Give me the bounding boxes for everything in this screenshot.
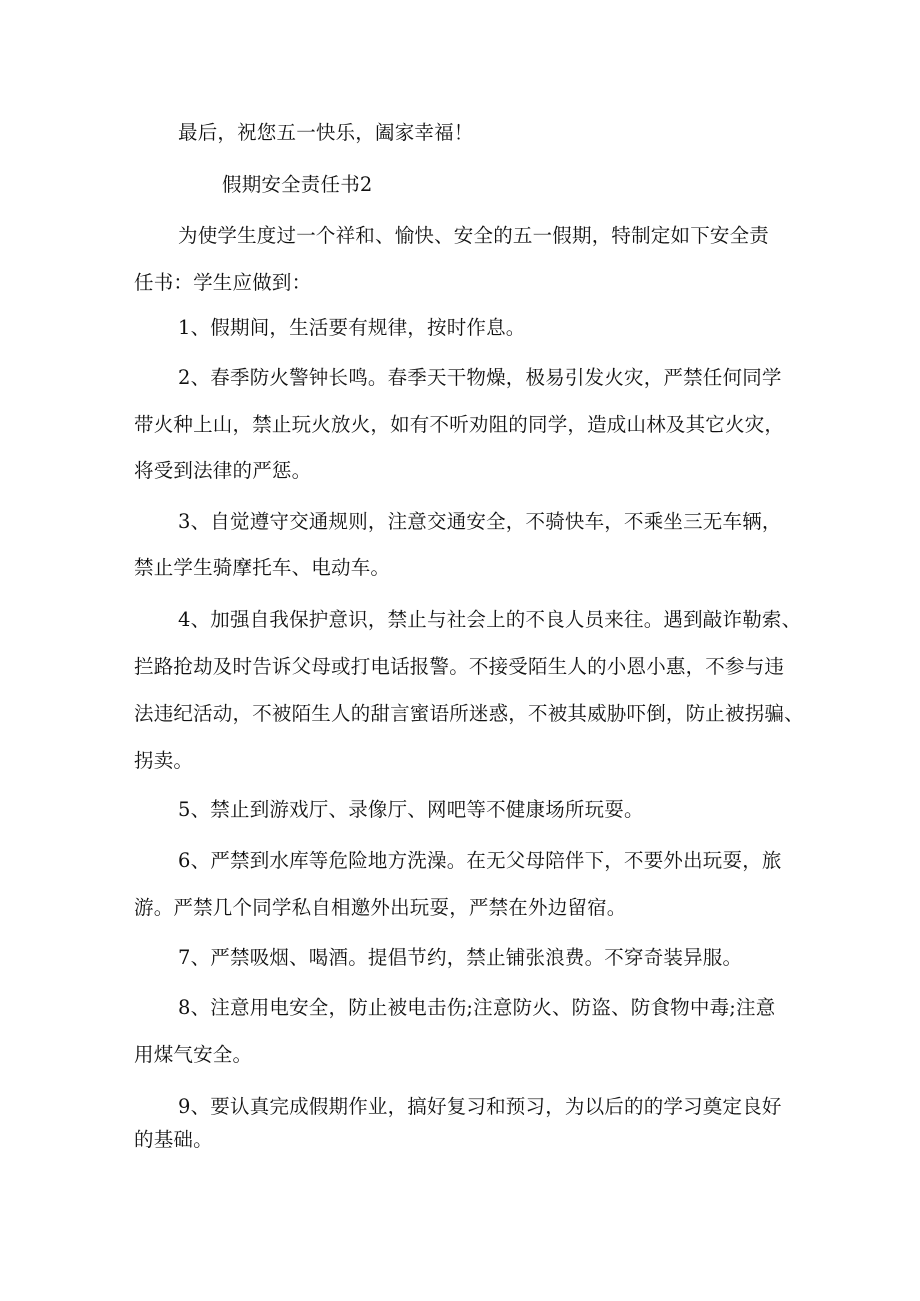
- item-6-line-1: 6、严禁到水库等危险地方洗澡。在无父母陪伴下，不要外出玩耍，旅: [178, 849, 782, 872]
- item-3-line-1: 3、自觉遵守交通规则，注意交通安全，不骑快车，不乘坐三无车辆，: [178, 510, 782, 533]
- item-8-line-2: 用煤气安全。: [134, 1043, 253, 1066]
- item-5-line-1: 5、禁止到游戏厅、录像厅、网吧等不健康场所玩耍。: [178, 798, 644, 821]
- item-3-line-2: 禁止学生骑摩托车、电动车。: [134, 556, 391, 579]
- item-2-line-2: 带火种上山，禁止玩火放火，如有不听劝阻的同学，造成山林及其它火灾，: [134, 413, 785, 436]
- item-8-line-1: 8、注意用电安全，防止被电击伤;注意防火、防盗、防食物中毒;注意: [178, 996, 776, 1019]
- item-9-line-1: 9、要认真完成假期作业，搞好复习和预习，为以后的的学习奠定良好: [178, 1095, 782, 1118]
- item-1-line-1: 1、假期间，生活要有规律，按时作息。: [178, 316, 526, 339]
- item-4-line-3: 法违纪活动，不被陌生人的甜言蜜语所迷惑，不被其威胁吓倒，防止被拐骗、: [134, 702, 804, 725]
- item-9-line-2: 的基础。: [134, 1128, 213, 1151]
- item-7-line-1: 7、严禁吸烟、喝酒。提倡节约，禁止铺张浪费。不穿奇装异服。: [178, 946, 743, 969]
- item-6-line-2: 游。严禁几个同学私自相邀外出玩耍，严禁在外边留宿。: [134, 896, 627, 919]
- document-title: 假期安全责任书2: [222, 173, 373, 196]
- item-4-line-4: 拐卖。: [134, 749, 194, 772]
- intro-line-2: 任书：学生应做到：: [134, 271, 312, 294]
- item-2-line-1: 2、春季防火警钟长鸣。春季天干物燥，极易引发火灾，严禁任何同学: [178, 366, 782, 389]
- intro-line-1: 为使学生度过一个祥和、愉快、安全的五一假期，特制定如下安全责: [178, 224, 770, 247]
- item-4-line-2: 拦路抢劫及时告诉父母或打电话报警。不接受陌生人的小恩小惠，不参与违: [134, 655, 785, 678]
- closing-line: 最后，祝您五一快乐，阖家幸福！: [178, 121, 474, 144]
- item-2-line-3: 将受到法律的严惩。: [134, 459, 312, 482]
- item-4-line-1: 4、加强自我保护意识，禁止与社会上的不良人员来往。遇到敲诈勒索、: [178, 608, 802, 631]
